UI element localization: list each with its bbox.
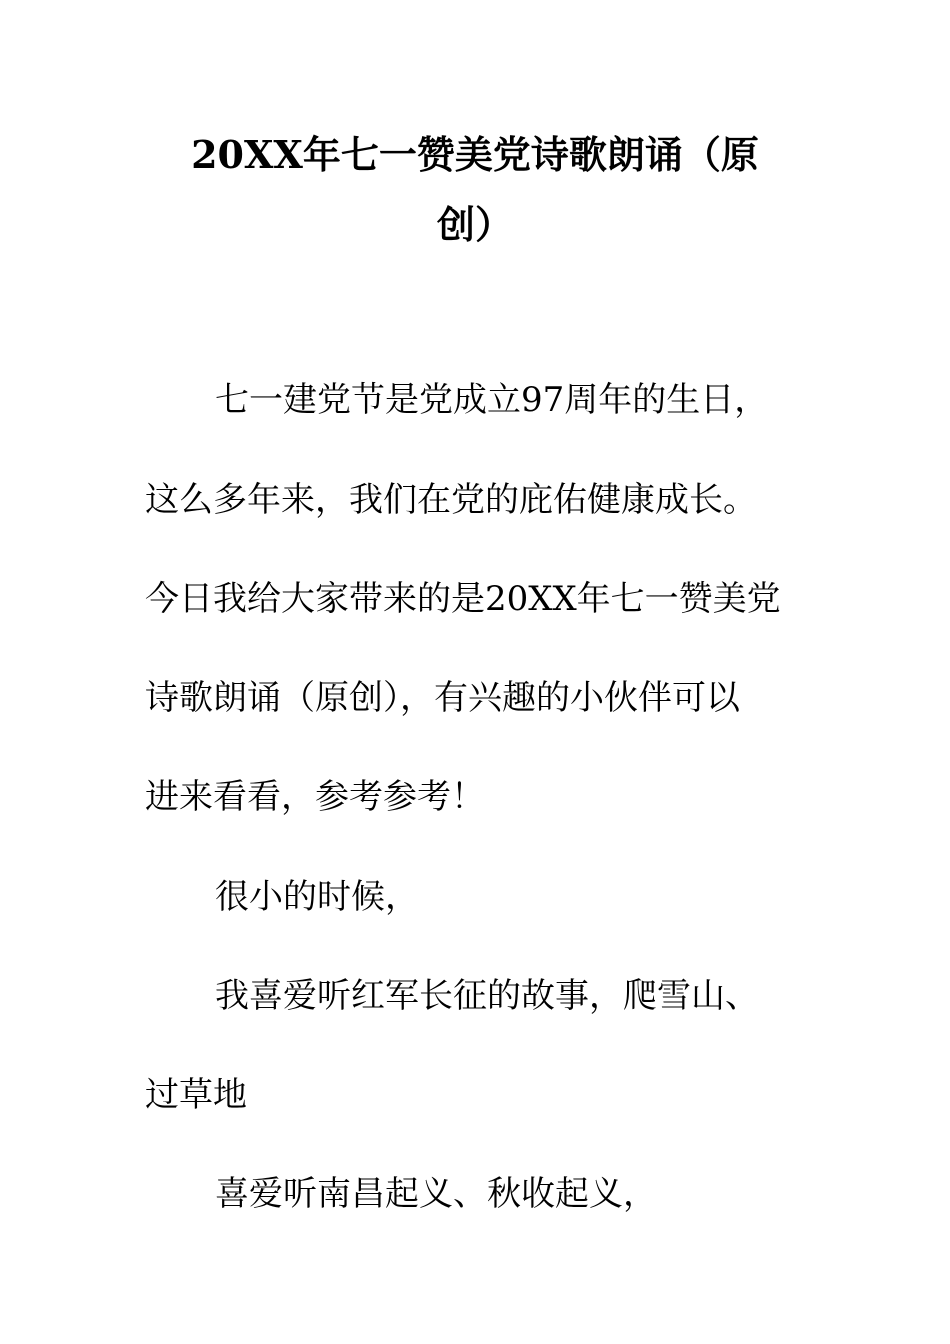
poem-line: 我喜爱听红军长征的故事，爬雪山、 [215, 976, 759, 1016]
paragraph-line: 进来看看，参考参考！ [145, 777, 485, 817]
paragraph-line: 今日我给大家带来的是20XX年七一赞美党 [145, 579, 781, 619]
document-title-line-2: 创） [436, 202, 513, 247]
poem-line: 过草地 [145, 1075, 247, 1115]
paragraph-line: 诗歌朗诵（原创），有兴趣的小伙伴可以 [145, 678, 740, 718]
paragraph-line: 这么多年来，我们在党的庇佑健康成长。 [145, 480, 757, 520]
poem-line: 喜爱听南昌起义、秋收起义， [215, 1174, 657, 1214]
document-title-line-1: 20XX年七一赞美党诗歌朗诵（原 [191, 132, 759, 177]
paragraph-line: 七一建党节是党成立97周年的生日， [215, 380, 769, 420]
poem-line: 很小的时候， [215, 877, 419, 917]
